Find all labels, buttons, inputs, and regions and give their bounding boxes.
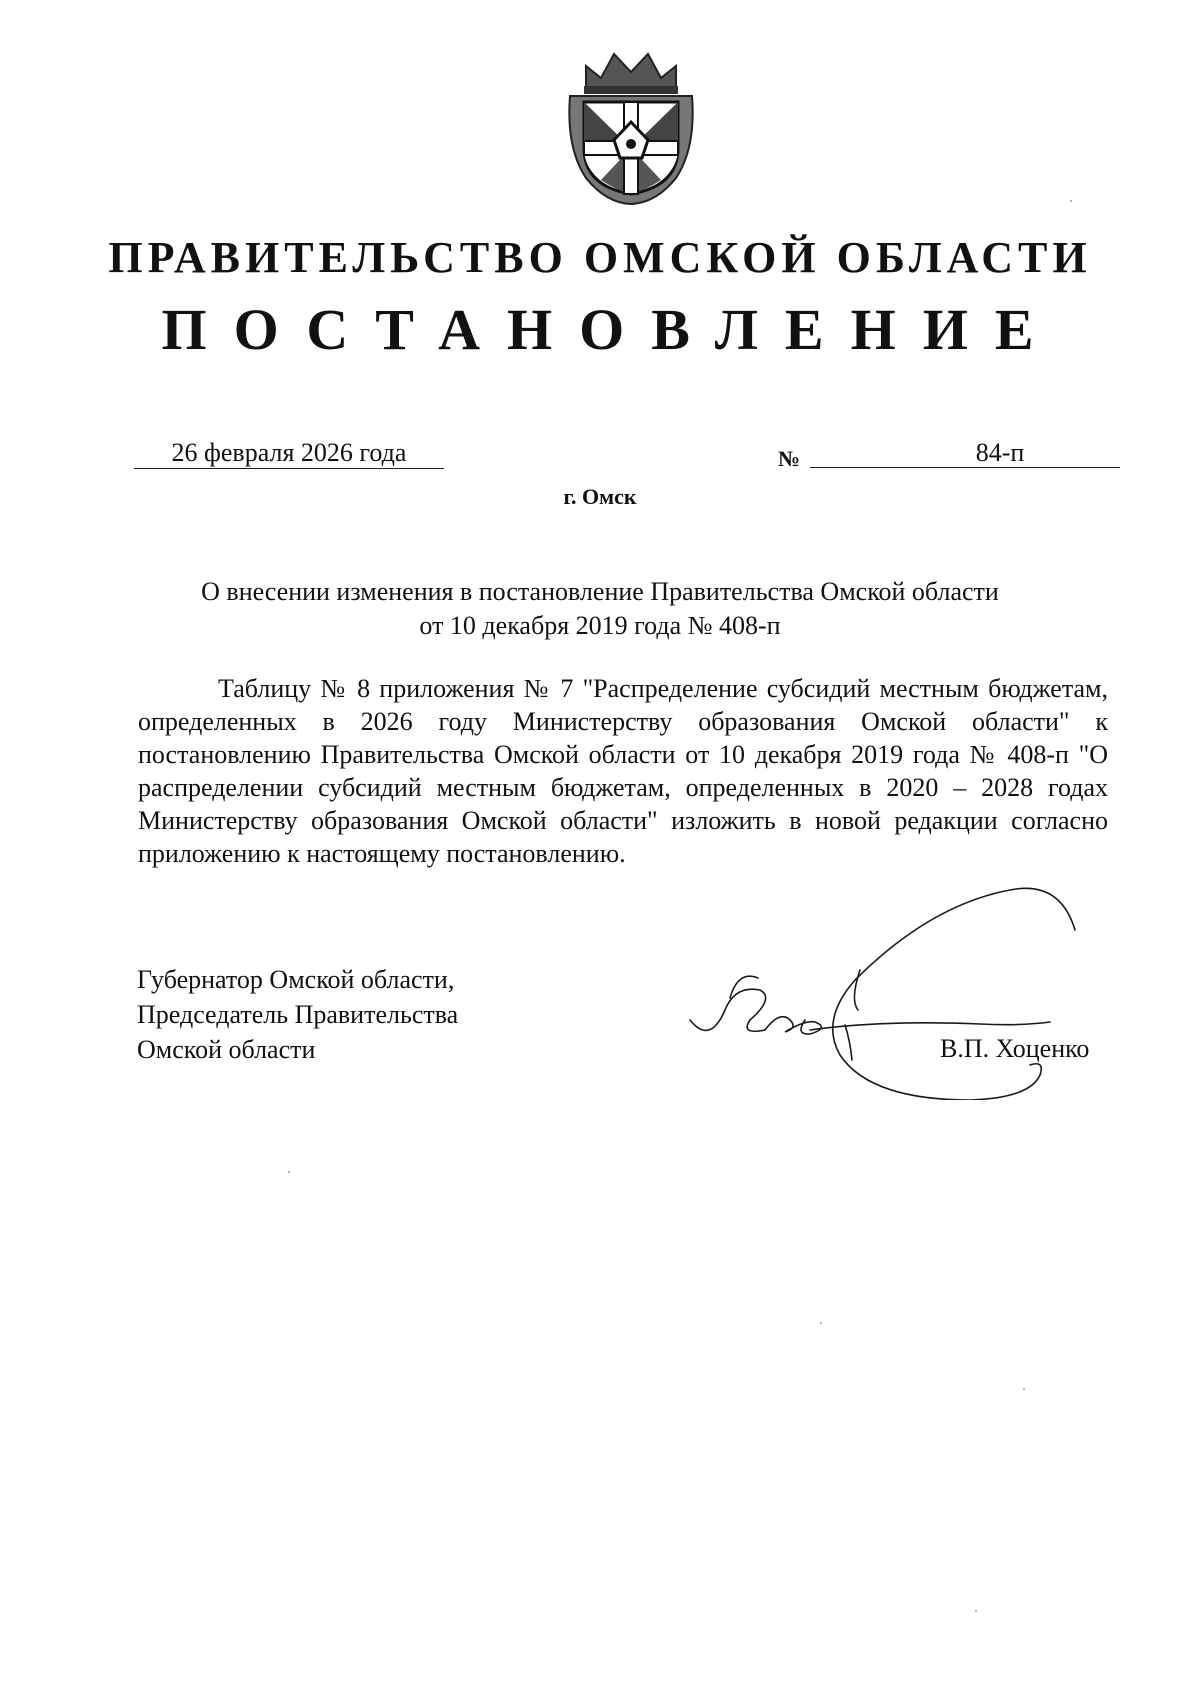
- coat-of-arms-emblem: [556, 48, 706, 206]
- subject-line: О внесении изменения в постановление Правительства Омской области: [201, 577, 999, 606]
- scan-speck: [1023, 1388, 1025, 1390]
- document-type-heading: ПОСТАНОВЛЕНИЕ: [161, 297, 1061, 362]
- scan-speck: [1070, 200, 1072, 202]
- handwritten-signature: [680, 870, 1100, 1100]
- scan-speck: [288, 1171, 290, 1173]
- body-paragraph: Таблицу № 8 приложения № 7 "Распределение субсидий местным бюджетам, определенных в 2026 году Министерству образования Омской области" к постановлению Правительства Омской области от 10 декабря 2019 года № 408-п "О распределении субсидий местным бюджетам, определенных в 2020 – 2028 годах Министерству образования Омской области" изложить в новой редакции согласно приложению к настоящему постановлению.: [138, 674, 1108, 868]
- subject-line: от 10 декабря 2019 года № 408-п: [419, 611, 781, 640]
- position-line: Губернатор Омской области,: [137, 965, 455, 994]
- position-line: Омской области: [137, 1035, 316, 1064]
- document-city: г. Омск: [563, 484, 637, 509]
- signatory-name: В.П. Хоценко: [940, 1034, 1090, 1063]
- government-title: ПРАВИТЕЛЬСТВО ОМСКОЙ ОБЛАСТИ: [108, 233, 1092, 282]
- number-sign: №: [778, 446, 801, 471]
- scan-speck: [820, 1322, 822, 1324]
- document-number: 84-п: [810, 438, 1120, 468]
- document-date: 26 февраля 2026 года: [134, 438, 444, 469]
- document-subject: [0, 575, 1200, 643]
- scan-speck: [975, 1610, 977, 1612]
- signatory-position: [137, 962, 458, 1067]
- position-line: Председатель Правительства: [137, 1000, 459, 1029]
